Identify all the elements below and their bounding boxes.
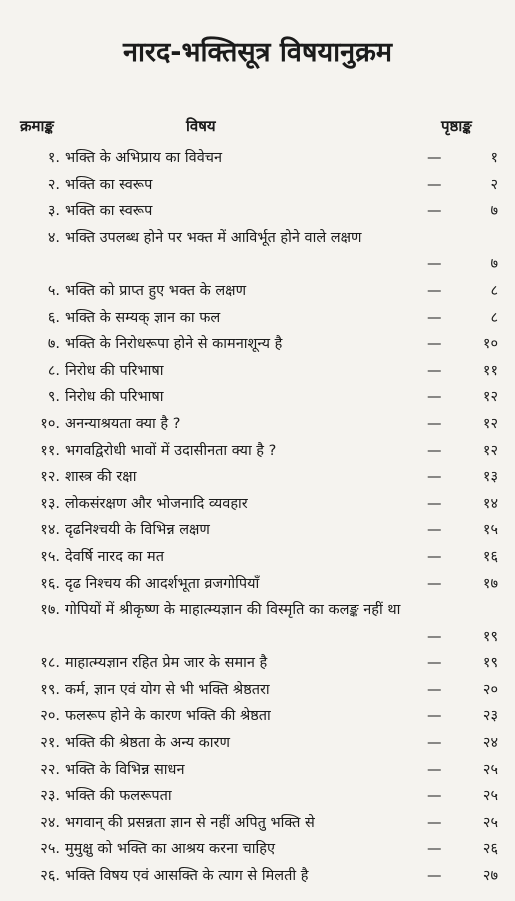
header-number: क्रमाङ्क — [20, 117, 54, 135]
contents-row — [0, 836, 515, 863]
row-page: १२ — [482, 389, 498, 406]
row-dash: — — [427, 548, 442, 565]
row-dash: — — [427, 176, 442, 193]
row-subject: दृढ निश्चय की आदर्शभूता व्रजगोपियाँ — [65, 575, 260, 592]
row-dash: — — [427, 628, 442, 645]
row-page: १ — [490, 150, 498, 166]
row-subject: भक्ति का स्वरूप — [65, 176, 153, 193]
contents-row — [0, 331, 515, 358]
contents-row — [0, 172, 515, 199]
contents-row — [0, 703, 515, 730]
row-number: ३. — [47, 203, 60, 220]
row-subject: भक्ति को प्राप्त हुए भक्त के लक्षण — [65, 282, 247, 299]
row-subject: भक्ति विषय एवं आसक्ति के त्याग से मिलती है — [65, 868, 309, 885]
row-dash: — — [427, 336, 442, 353]
row-page: ८ — [490, 282, 498, 299]
row-page: २३ — [482, 708, 498, 725]
row-number: २२. — [40, 761, 60, 778]
row-dash: — — [427, 841, 442, 858]
row-dash: — — [427, 761, 442, 778]
row-page: २५ — [482, 761, 498, 778]
contents-row — [0, 225, 515, 278]
row-number: १. — [47, 150, 60, 166]
contents-list — [0, 145, 515, 890]
row-subject: देवर्षि नारद का मत — [65, 548, 164, 565]
row-subject: कर्म, ज्ञान एवं योग से भी भक्ति श्रेष्ठतरा — [65, 681, 270, 698]
header-subject: विषय — [186, 117, 216, 135]
row-subject: भक्ति का स्वरूप — [65, 203, 153, 220]
contents-row — [0, 730, 515, 757]
row-page: १९ — [482, 655, 498, 672]
contents-row — [0, 305, 515, 332]
row-dash: — — [427, 681, 442, 698]
row-number: १०. — [40, 415, 60, 432]
row-number: ५. — [47, 282, 60, 299]
row-dash: — — [427, 708, 442, 725]
contents-row — [0, 677, 515, 704]
contents-row — [0, 571, 515, 598]
row-subject: भक्ति के निरोधरूपा होने से कामनाशून्य है — [65, 336, 283, 353]
row-number: १८. — [40, 655, 60, 672]
row-dash: — — [427, 415, 442, 432]
row-page: १६ — [482, 548, 498, 565]
row-number: १२. — [40, 469, 60, 486]
row-subject: शास्त्र की रक्षा — [65, 469, 137, 486]
contents-row — [0, 438, 515, 465]
row-subject: निरोध की परिभाषा — [65, 362, 164, 379]
row-number: ८. — [47, 362, 60, 379]
row-number: २१. — [40, 735, 60, 752]
row-subject: अनन्याश्रयता क्या है ? — [65, 415, 181, 432]
row-number: १६. — [40, 575, 60, 592]
row-subject: भक्ति के विभिन्न साधन — [65, 761, 185, 778]
row-page: ११ — [482, 362, 498, 379]
contents-row — [0, 810, 515, 837]
row-page: १७ — [482, 575, 498, 592]
row-dash: — — [427, 389, 442, 406]
contents-row — [0, 198, 515, 225]
row-subject: दृढनिश्चयी के विभिन्न लक्षण — [65, 522, 210, 539]
contents-row — [0, 597, 515, 650]
row-dash: — — [427, 469, 442, 486]
contents-row — [0, 411, 515, 438]
row-subject: भक्ति के अभिप्राय का विवेचन — [65, 150, 223, 166]
row-page: १३ — [482, 469, 498, 486]
row-page: ७ — [490, 203, 498, 220]
row-dash: — — [427, 655, 442, 672]
row-page: २६ — [482, 841, 498, 858]
row-page: २५ — [482, 814, 498, 831]
row-page: २ — [490, 176, 498, 193]
contents-row — [0, 544, 515, 571]
row-page: १९ — [482, 628, 498, 645]
row-page: ८ — [490, 309, 498, 326]
contents-row — [0, 517, 515, 544]
row-number: २. — [47, 176, 60, 193]
row-number: २५. — [40, 841, 60, 858]
row-number: ९. — [47, 389, 60, 406]
row-page: १० — [482, 336, 498, 353]
row-dash: — — [427, 814, 442, 831]
row-page: २५ — [482, 788, 498, 805]
row-subject: भगवद्विरोधी भावों में उदासीनता क्या है ? — [65, 442, 277, 459]
row-subject: भक्ति की फलरूपता — [65, 788, 172, 805]
row-subject: लोकसंरक्षण और भोजनादि व्यवहार — [65, 495, 248, 512]
row-dash: — — [427, 788, 442, 805]
row-subject: भक्ति उपलब्ध होने पर भक्त में आविर्भूत होने वाले लक्षण — [65, 229, 362, 246]
row-page: १२ — [482, 415, 498, 432]
contents-row — [0, 757, 515, 784]
contents-row — [0, 783, 515, 810]
row-number: १४. — [40, 522, 60, 539]
table-header — [0, 116, 515, 136]
contents-row — [0, 145, 515, 172]
row-number: २४. — [40, 814, 60, 831]
contents-row — [0, 384, 515, 411]
row-number: २६. — [40, 868, 60, 885]
row-number: ४. — [47, 229, 60, 246]
row-dash: — — [427, 575, 442, 592]
row-subject: मुमुक्षु को भक्ति का आश्रय करना चाहिए — [65, 841, 275, 858]
row-page: २४ — [482, 735, 498, 752]
contents-row — [0, 358, 515, 385]
row-subject: निरोध की परिभाषा — [65, 389, 164, 406]
row-dash: — — [427, 282, 442, 299]
row-subject: भगवान् की प्रसन्नता ज्ञान से नहीं अपितु भक्ति से — [65, 814, 315, 831]
row-subject: फलरूप होने के कारण भक्ति की श्रेष्ठता — [65, 708, 271, 725]
row-number: १९. — [40, 681, 60, 698]
row-dash: — — [427, 362, 442, 379]
contents-row — [0, 650, 515, 677]
row-dash: — — [427, 735, 442, 752]
row-number: २३. — [40, 788, 60, 805]
row-number: १३. — [40, 495, 60, 512]
row-dash: — — [427, 150, 442, 166]
row-dash: — — [427, 495, 442, 512]
row-dash: — — [427, 868, 442, 885]
row-page: २० — [482, 681, 498, 698]
row-number: २०. — [40, 708, 60, 725]
row-number: ११. — [40, 442, 60, 459]
row-dash: — — [427, 522, 442, 539]
row-number: १७. — [40, 602, 60, 619]
row-subject: भक्ति के सम्यक् ज्ञान का फल — [65, 309, 221, 326]
row-page: ७ — [490, 256, 498, 273]
row-dash: — — [427, 442, 442, 459]
row-number: ६. — [47, 309, 60, 326]
row-subject: भक्ति की श्रेष्ठता के अन्य कारण — [65, 735, 230, 752]
row-dash: — — [427, 203, 442, 220]
header-page: पृष्ठाङ्क — [441, 117, 472, 135]
contents-row — [0, 278, 515, 305]
row-subject: माहात्म्यज्ञान रहित प्रेम जार के समान है — [65, 655, 268, 672]
row-subject: गोपियों में श्रीकृष्ण के माहात्म्यज्ञान की विस्मृति का कलङ्क नहीं था — [65, 602, 401, 619]
row-page: १४ — [482, 495, 498, 512]
contents-row — [0, 464, 515, 491]
contents-row — [0, 491, 515, 518]
row-page: १२ — [482, 442, 498, 459]
row-dash: — — [427, 256, 442, 273]
row-number: १५. — [40, 548, 60, 565]
page-title: नारद-भक्तिसूत्र विषयानुक्रम — [122, 37, 393, 68]
row-number: ७. — [47, 336, 60, 353]
row-page: २७ — [482, 868, 498, 885]
row-page: १५ — [482, 522, 498, 539]
row-dash: — — [427, 309, 442, 326]
contents-row — [0, 863, 515, 890]
